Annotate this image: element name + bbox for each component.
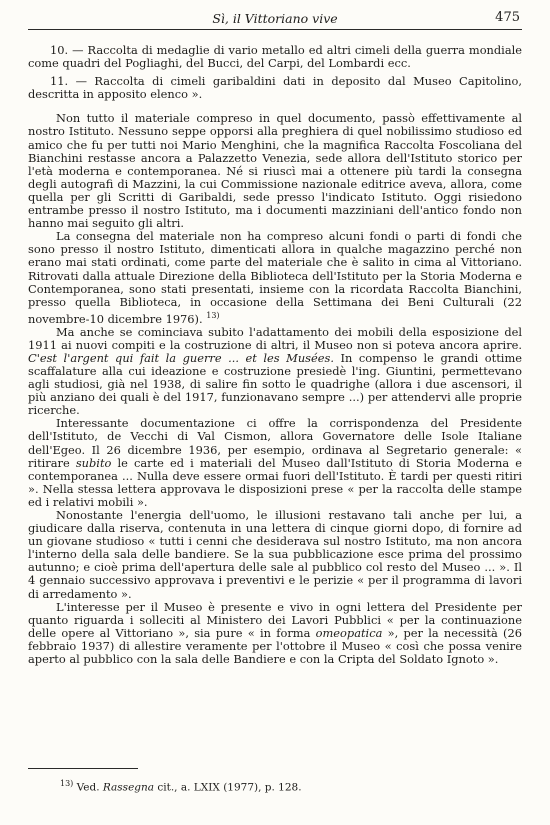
paragraph-6-emphasis: omeopatica <box>315 625 383 640</box>
paragraph-5: Nonostante l'energia dell'uomo, le illusioni restavano tali anche per lui, a giudicare dalla riserva, contenuta in una lettera di cinque giorni dopo, di fornire ad un giovane studioso « tutti i cenni che desiderava sul nostro Istituto, ma non ancora l'interno della sala delle bandiere. Se la sua pubblicazione esce prima del prossimo autunno; e cioè prima dell'apertura delle sale al pubblico col resto del Museo ... ». Il 4 gennaio successivo approvava i preventivi e le perizie « per il programma di lavori di arredamento ». <box>28 507 522 601</box>
body-text <box>28 44 522 666</box>
paragraph-3 <box>28 326 522 418</box>
paragraph-2 <box>28 230 522 325</box>
paragraph-1: Non tutto il materiale compreso in quel documento, passò effettivamente al nostro Istituto. Nessuno seppe opporsi alla preghiera di quel nobilissimo studioso ed amico che fu per tutti noi Mario Menghini, che la magnifica Raccolta Foscoliana del Bianchini restasse ancora a Palazzetto Venezia, sede allora dell'Istituto storico per l'età moderna e contemporanea. Né si riuscì mai a ottenere più tardi la consegna degli autografi di Mazzini, la cui Commissione nazionale editrice aveva, allora, come quella per gli Scritti di Garibaldi, sede presso l'indicato Istituto. Oggi risiedono entrambe presso il nostro Istituto, ma i documenti mazziniani dell'antico fondo non hanno mai seguito gli altri. <box>28 111 522 231</box>
paragraph-3-text-b: In compenso le grandi ottime scaffalature alla cui ideazione e costruzione presiedè l'ing. Giuntini, permettevano agli studiosi, già nel 1938, di salire fin sotto le quadrighe (allora i due ascensori, il più anziano dei quali è del 1917, funzionavano sempre ...) per attendervi alle proprie ricerche. <box>28 350 522 418</box>
paragraph-4-text-b: le carte ed i materiali del Museo dall'Istituto di Storia Moderna e contemporanea ... Nulla deve essere ormai fuori dell'Istituto. È tardi per questi ritiri ». Nella stessa lettera approvava le disposizioni prese « per la raccolta delle stampe ed i relativi mobili ». <box>28 455 522 509</box>
paragraph-3-quote: C'est l'argent qui fait la guerre ... et les Musées. <box>28 350 334 365</box>
paragraph-4-emphasis: subito <box>75 455 112 470</box>
running-title: Sì, il Vittoriano vive <box>212 11 338 26</box>
footnote-journal: Rassegna <box>102 781 155 794</box>
list-item-10: 10. — Raccolta di medaglie di vario metallo ed altri cimeli della guerra mondiale come quadri del Pogliaghi, del Bucci, del Carpi, del Lombardi ecc. <box>28 43 522 71</box>
paragraph-4 <box>28 417 522 509</box>
paragraph-6-text-b: », per la necessità (26 febbraio 1937) di allestire veramente per l'ottobre il Museo « così che possa venire aperto al pubblico con la sala delle Bandiere e con la Cripta del Soldato Ignoto ». <box>28 625 522 667</box>
footnote-rule <box>28 768 138 769</box>
page-number: 475 <box>495 10 520 25</box>
page-header <box>28 9 522 30</box>
footnote-text-a: Ved. <box>73 781 103 794</box>
paragraph-3-text-a: Ma anche se cominciava subito l'adattamento dei mobili della esposizione del 1911 ai nuovi compiti e la costruzione di altri, il Museo non si poteva ancora aprire. <box>28 324 522 352</box>
footnote-marker: 13) <box>60 779 74 788</box>
footnote-text-b: cit., a. LXIX (1977), p. 128. <box>154 781 302 794</box>
paragraph-6-text-a: L'interesse per il Museo è presente e vivo in ogni lettera del Presidente per quanto riguarda i solleciti al Ministero dei Lavori Pubblici « per la continuazione delle opere al Vittoriano », sia pure « in forma <box>28 599 522 640</box>
list-item-11: 11. — Raccolta di cimeli garibaldini dati in deposito dal Museo Capitolino, descritta in apposito elenco ». <box>28 74 522 102</box>
footnote <box>60 777 302 795</box>
footnote-reference: 13) <box>206 310 220 320</box>
paragraph-2-text: La consegna del materiale non ha compreso alcuni fondi o parti di fondi che sono presso il nostro Istituto, dimenticati allora in qualche magazzino perché non erano mai stati ordinati, come parte del materiale che è salito in cima al Vittoriano. Ritrovati dalla attuale Direzione della Biblioteca dell'Istituto per la Storia Moderna e Contemporanea, sono stati presentati, insieme con la ricordata Raccolta Bianchini, presso quella Biblioteca, in occasione della Settimana dei Beni Culturali (22 novembre-10 dicembre 1976). <box>28 229 522 326</box>
paragraph-4-text-a: Interessante documentazione ci offre la corrispondenza del Presidente dell'Istituto, de Vecchi di Val Cismon, allora Governatore delle Isole Italiane dell'Egeo. Il 26 dicembre 1936, per esempio, ordinava al Segretario generale: « ritirare <box>28 416 522 470</box>
paragraph-6 <box>28 601 522 666</box>
